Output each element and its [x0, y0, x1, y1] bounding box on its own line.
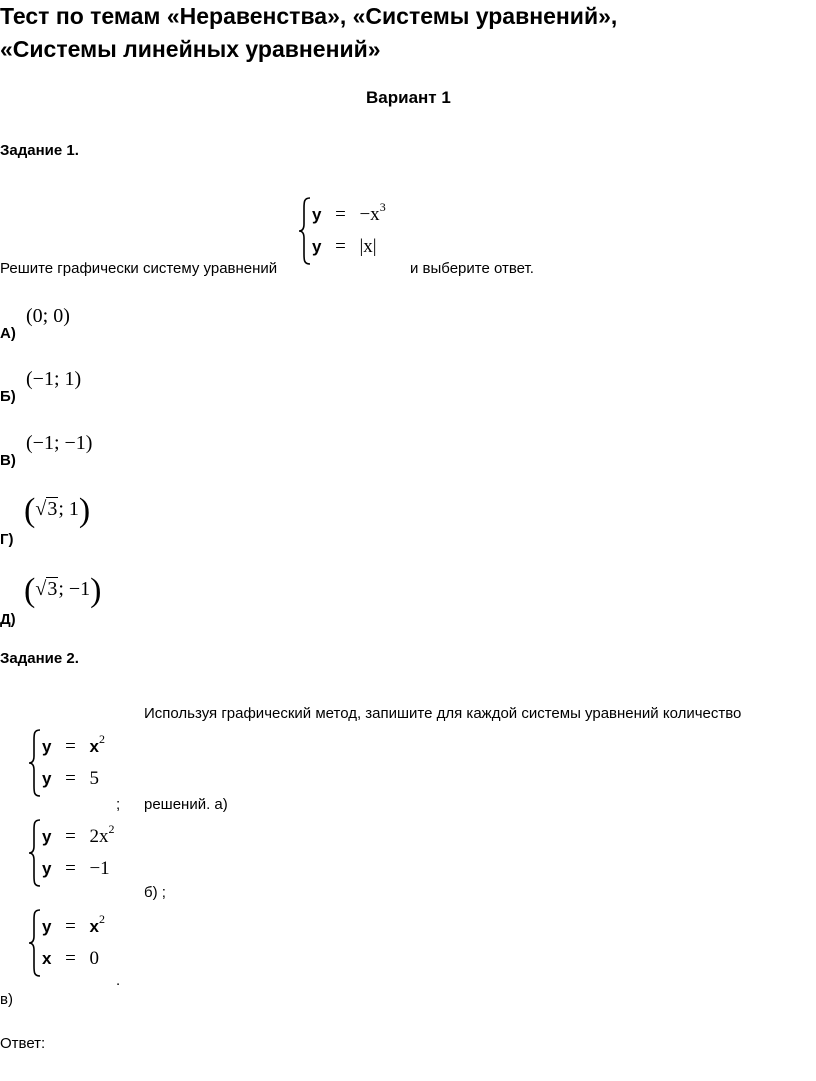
curly-brace-icon — [28, 908, 42, 978]
task2-heading: Задание 2. — [0, 650, 79, 667]
period: . — [116, 972, 121, 989]
task1-equation-system — [298, 196, 408, 266]
task2-system-b — [28, 818, 148, 888]
task2-system-v — [28, 908, 138, 978]
option-label-a: А) — [0, 325, 16, 342]
variant-heading: Вариант 1 — [366, 88, 451, 107]
task2-system-a — [28, 728, 138, 798]
task1-prompt-end: и выберите ответ. — [410, 260, 534, 277]
option-label-g: Г) — [0, 531, 14, 548]
page-title — [0, 0, 617, 66]
title-line-1: Тест по темам «Неравенства», «Системы уравнений», — [0, 3, 618, 29]
equation-row: y = |x| — [312, 236, 377, 257]
option-label-v: В) — [0, 452, 16, 469]
equation-row: $y = x^2$ — [42, 732, 105, 757]
equation-row: x = 0 — [42, 948, 99, 969]
equation-row: y = 5 — [42, 768, 99, 789]
equation-row: $y = 2x^2$ — [42, 822, 115, 847]
option-value-g: (√3; 1) — [24, 492, 91, 529]
curly-brace-icon — [298, 196, 312, 266]
equation-row: $y = x^2$ — [42, 912, 105, 937]
task1-heading: Задание 1. — [0, 142, 79, 159]
option-value-a: (0; 0) — [26, 305, 70, 327]
curly-brace-icon — [28, 728, 42, 798]
task2-instruction-cont: решений. а) — [144, 796, 228, 813]
task2-instruction: Используя графический метод, запишите для каждой системы уравнений количество — [144, 705, 742, 722]
curly-brace-icon — [28, 818, 42, 888]
option-value-v: (−1; −1) — [26, 432, 93, 454]
equation-row: $y = -x^3$ — [312, 200, 386, 225]
label-v: в) — [0, 991, 13, 1008]
equation-row: y = −1 — [42, 858, 110, 879]
answer-label: Ответ: — [0, 1035, 46, 1052]
option-value-b: (−1; 1) — [26, 368, 82, 390]
semicolon: ; — [116, 796, 121, 813]
option-label-d: Д) — [0, 611, 16, 628]
task1-prompt: Решите графически систему уравнений — [0, 260, 278, 277]
option-label-b: Б) — [0, 388, 16, 405]
label-b: б) ; — [144, 884, 166, 901]
option-value-d: (√3; −1) — [24, 572, 102, 609]
title-line-2: «Системы линейных уравнений» — [0, 36, 381, 62]
